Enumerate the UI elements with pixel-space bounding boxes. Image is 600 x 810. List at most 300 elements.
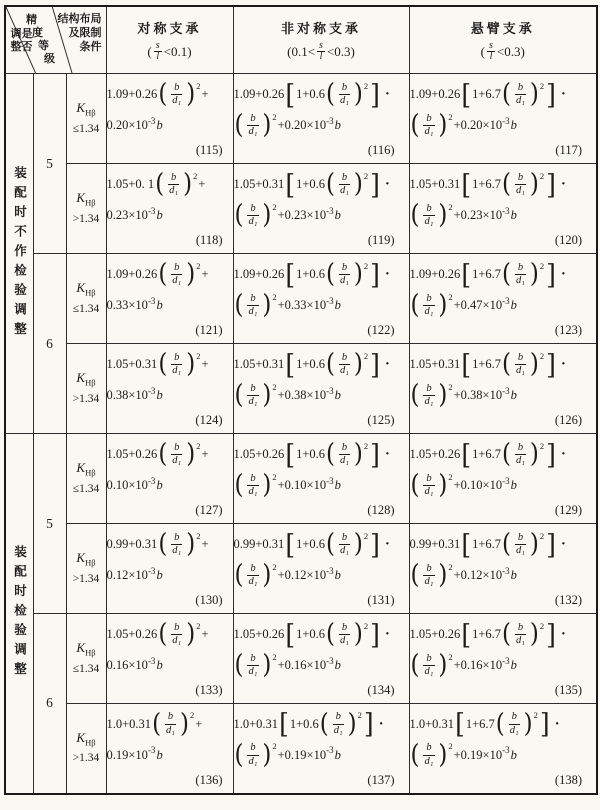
formula-text: 1.09+0.26 [233, 267, 285, 281]
formula-text: +0.33×10 [277, 298, 327, 312]
open-bracket: [ [285, 618, 296, 650]
formula-line [234, 650, 409, 681]
formula-text: + [201, 627, 209, 641]
formula-text: 1.05+0.26 [409, 447, 461, 461]
equation-number: (126) [554, 413, 582, 427]
open-bracket: [ [285, 348, 296, 380]
formula-text: <0.3) [326, 43, 355, 59]
formula-text: 1+6.7 [472, 537, 502, 551]
fraction: $\frac{b}{\text{d₁}}$ [172, 81, 182, 106]
equation-number: (120) [554, 233, 582, 247]
formula-cell-asymmetric [233, 524, 409, 614]
formula-cell-asymmetric [233, 434, 409, 524]
exponent: -3 [502, 115, 510, 126]
formula-text: + [201, 537, 209, 551]
k-factor-condition-cell [66, 704, 106, 794]
formula-cell-asymmetric [233, 344, 409, 434]
k-factor-symbol: K [76, 190, 86, 206]
col-header-cantilever-support [409, 6, 597, 74]
fraction: $\frac{b}{\text{d₁}}$ [340, 171, 349, 196]
formula-line [410, 169, 597, 200]
section-label-vertical: 装配时检验调整 [12, 545, 27, 682]
accuracy-grade-cell: 6 [33, 614, 66, 794]
fraction: $\frac{b}{\text{d₁}}$ [340, 261, 349, 286]
fraction: $\frac{b}{\text{d₁}}$ [516, 351, 525, 376]
formula-text: 1+0.6 [289, 716, 319, 731]
equation-number: (132) [554, 593, 582, 607]
formula-line [234, 290, 409, 321]
parenthesized-fraction: ( $\frac{b}{\text{d₁}}$ ) 2 [326, 439, 369, 470]
fraction: $\frac{b}{\text{d₁}}$ [248, 652, 258, 677]
formula-line [107, 470, 233, 501]
structure-condition-line: 结构布局 [57, 13, 102, 25]
formula-variable: b [510, 747, 517, 762]
formula-text: 1.09+0.26 [106, 267, 158, 281]
fraction: $\frac{b}{\text{d₁}}$ [333, 711, 343, 736]
col-title: 悬臂支承 [470, 21, 535, 36]
parenthesized-fraction: ( $\frac{b}{\text{d₁}}$ ) 2 [326, 79, 369, 110]
formula-variable: b [334, 478, 341, 492]
formula-variable: b [334, 208, 341, 222]
formula-variable: b [156, 388, 163, 402]
table-row [5, 704, 597, 794]
parenthesized-fraction: ( $\frac{b}{\text{d₁}}$ ) 2 [234, 740, 277, 770]
equation-number: (119) [367, 233, 395, 247]
open-bracket: [ [461, 258, 472, 290]
formula-text: 1+6.7 [472, 177, 502, 191]
fraction: $\frac{b}{\text{d₁}}$ [340, 621, 349, 646]
formula-line [410, 79, 597, 110]
parenthesized-fraction: ( $\frac{b}{\text{d₁}}$ ) 2 [234, 470, 277, 501]
support-formula-table [4, 5, 598, 795]
formula-line [410, 560, 597, 591]
formula-line [107, 529, 233, 560]
formula-text: +0.20×10 [453, 118, 503, 132]
formula-text: 0.16×10 [106, 658, 148, 672]
formula-line [234, 200, 409, 231]
fraction: $\frac{b}{\text{d₁}}$ [424, 382, 434, 407]
formula-line [107, 259, 233, 290]
formula-text: 0.99+0.31 [409, 537, 461, 551]
fraction: $\frac{b}{\text{d₁}}$ [424, 562, 434, 587]
formula-line [410, 619, 597, 650]
formula-text: ( [147, 43, 152, 59]
equation-number: (122) [367, 323, 395, 337]
col-condition [410, 41, 597, 62]
formula-variable: b [510, 208, 517, 222]
formula-cell-asymmetric [233, 614, 409, 704]
parenthesized-fraction: ( $\frac{b}{\text{d₁}}$ ) 2 [158, 79, 201, 110]
formula-variable: b [334, 568, 341, 582]
formula-line [410, 200, 597, 231]
formula-text: 1.05+0.26 [409, 627, 461, 641]
exponent: -3 [147, 565, 156, 576]
fraction: $\frac{b}{\text{d₁}}$ [516, 261, 525, 286]
formula-line [410, 439, 597, 470]
formula-text: 0.38×10 [106, 388, 148, 402]
formula-line [410, 470, 597, 501]
formula-block [410, 705, 597, 791]
fraction: $\frac{b}{\text{d₁}}$ [172, 261, 182, 286]
formula-block [410, 616, 597, 702]
open-bracket: [ [285, 438, 296, 470]
fraction: $\frac{b}{\text{d₁}}$ [424, 742, 434, 767]
multiplication-dot: · [384, 176, 390, 192]
k-factor-condition-cell [66, 74, 106, 164]
open-bracket: [ [285, 528, 296, 560]
parenthesized-fraction: ( $\frac{b}{\text{d₁}}$ ) 2 [410, 470, 453, 501]
formula-variable: b [334, 747, 341, 762]
parenthesized-fraction: ( $\frac{b}{\text{d₁}}$ ) 2 [158, 259, 201, 290]
parenthesized-fraction: ( $\frac{b}{\text{d₁}}$ ) 2 [326, 169, 369, 200]
exponent: -3 [147, 205, 156, 216]
equation-number: (130) [195, 593, 223, 607]
formula-text: 1+0.6 [296, 357, 326, 371]
open-bracket: [ [285, 78, 296, 110]
parenthesized-fraction: ( $\frac{b}{\text{d₁}}$ ) 2 [495, 709, 538, 739]
formula-variable: b [334, 658, 341, 672]
fraction: $\frac{b}{\text{d₁}}$ [248, 202, 258, 227]
close-bracket: ] [363, 707, 374, 740]
k-factor-subscript: Hβ [85, 737, 96, 748]
k-factor-condition-cell [66, 434, 106, 524]
formula-line [107, 290, 233, 321]
equation-number: (137) [367, 772, 395, 787]
formula-line [107, 439, 233, 470]
fraction: $\frac{s}{l}$ [319, 40, 323, 62]
parenthesized-fraction: ( $\frac{b}{\text{d₁}}$ ) 2 [410, 650, 453, 681]
formula-block [410, 166, 597, 252]
formula-block [234, 616, 409, 702]
equation-number: (133) [195, 683, 223, 697]
grade-diagonal-char: 精 [26, 14, 37, 26]
k-factor-symbol: K [76, 370, 86, 386]
k-factor-relation: ≤1.34 [72, 302, 100, 315]
formula-block [234, 705, 409, 791]
structure-condition-line: 条件 [79, 41, 102, 53]
k-factor-condition-cell [66, 524, 106, 614]
formula-text: 0.99+0.31 [106, 537, 158, 551]
multiplication-dot: · [560, 626, 566, 642]
formula-text: 0.10×10 [106, 478, 148, 492]
grade-diagonal-char: 级 [44, 53, 55, 65]
fraction: $\frac{b}{\text{d₁}}$ [424, 472, 434, 497]
parenthesized-fraction: ( $\frac{b}{\text{d₁}}$ ) 2 [410, 740, 453, 770]
formula-line [234, 439, 409, 470]
parenthesized-fraction: ( $\frac{b}{\text{d₁}}$ ) 2 [326, 259, 369, 290]
close-bracket: ] [546, 438, 556, 470]
section-label-cell [5, 434, 33, 794]
formula-text: +0.12×10 [453, 568, 503, 582]
parenthesized-fraction: ( $\frac{b}{\text{d₁}}$ ) 2 [234, 290, 277, 321]
formula-cell-cantilever [409, 524, 597, 614]
formula-cell-cantilever [409, 164, 597, 254]
formula-cell-symmetric [106, 704, 233, 794]
close-bracket: ] [546, 348, 556, 380]
equation-number: (134) [367, 683, 395, 697]
k-factor-condition-cell [66, 164, 106, 254]
formula-line [107, 709, 233, 740]
close-bracket: ] [546, 618, 556, 650]
formula-line [107, 110, 233, 141]
formula-cell-asymmetric [233, 704, 409, 794]
parenthesized-fraction: ( $\frac{b}{\text{d₁}}$ ) 2 [502, 79, 545, 110]
exponent: -3 [147, 295, 156, 306]
formula-text: 0.19×10 [106, 747, 148, 762]
table-row [5, 74, 597, 164]
formula-text: 0.23×10 [106, 208, 148, 222]
equation-number: (116) [367, 143, 395, 157]
formula-line [234, 709, 409, 740]
fraction: $\frac{b}{\text{d₁}}$ [172, 531, 182, 556]
formula-text: 1.05+0.31 [106, 357, 158, 371]
fraction: $\frac{b}{\text{d₁}}$ [340, 81, 349, 106]
formula-block [107, 256, 233, 342]
open-bracket: [ [461, 78, 472, 110]
accuracy-grade-cell: 5 [33, 74, 66, 254]
formula-text: 1.0+0.31 [106, 716, 152, 731]
formula-line [234, 79, 409, 110]
formula-text: 1.09+0.26 [106, 87, 158, 101]
corner-header-cell [5, 6, 106, 74]
formula-block [107, 705, 233, 791]
k-factor-condition-cell [66, 254, 106, 344]
k-factor-symbol: K [76, 550, 86, 566]
open-bracket: [ [455, 707, 465, 740]
grade-diagonal-char: 等 [38, 40, 49, 52]
k-factor-subscript: Hβ [85, 647, 96, 658]
formula-line [234, 169, 409, 200]
parenthesized-fraction: ( $\frac{b}{\text{d₁}}$ ) 2 [234, 560, 277, 591]
fraction: $\frac{b}{\text{d₁}}$ [516, 171, 525, 196]
parenthesized-fraction: ( $\frac{b}{\text{d₁}}$ ) 2 [326, 619, 369, 650]
formula-variable: b [510, 568, 517, 582]
fraction: $\frac{b}{\text{d₁}}$ [509, 711, 519, 736]
k-factor-symbol: K [76, 280, 86, 296]
exponent: -3 [147, 475, 156, 486]
formula-text: 1.05+0.26 [233, 627, 285, 641]
close-bracket: ] [370, 438, 380, 470]
formula-text: + [201, 447, 209, 461]
formula-text: 0.33×10 [106, 298, 148, 312]
parenthesized-fraction: ( $\frac{b}{\text{d₁}}$ ) 2 [410, 560, 453, 591]
formula-text: 1.05+0.31 [233, 177, 285, 191]
exponent: -3 [326, 475, 334, 486]
formula-line [234, 740, 409, 771]
parenthesized-fraction: ( $\frac{b}{\text{d₁}}$ ) 2 [410, 290, 453, 321]
formula-text: +0.16×10 [277, 658, 327, 672]
fraction: $\frac{s}{l}$ [489, 40, 493, 62]
formula-line [410, 740, 597, 771]
close-bracket: ] [370, 348, 380, 380]
formula-line [410, 650, 597, 681]
k-factor-condition-cell [66, 614, 106, 704]
formula-text: 1+0.6 [296, 177, 326, 191]
multiplication-dot: · [384, 86, 390, 102]
formula-block [234, 526, 409, 612]
close-bracket: ] [370, 528, 380, 560]
k-factor-relation: >1.34 [72, 212, 100, 225]
formula-cell-asymmetric [233, 254, 409, 344]
formula-text: +0.10×10 [277, 478, 327, 492]
k-factor-subscript: Hβ [85, 107, 96, 118]
k-factor-relation: ≤1.34 [72, 662, 100, 675]
parenthesized-fraction: ( $\frac{b}{\text{d₁}}$ ) 2 [410, 110, 453, 141]
exponent: -3 [326, 115, 334, 126]
formula-cell-cantilever [409, 704, 597, 794]
formula-text: (0.1< [287, 43, 316, 59]
formula-block [107, 526, 233, 612]
formula-line [234, 560, 409, 591]
formula-text: +0.23×10 [277, 208, 327, 222]
formula-block [107, 616, 233, 702]
formula-line [410, 709, 597, 740]
exponent: -3 [147, 655, 156, 666]
k-factor-relation: >1.34 [72, 572, 100, 585]
table-row [5, 524, 597, 614]
equation-number: (138) [554, 772, 582, 787]
parenthesized-fraction: ( $\frac{b}{\text{d₁}}$ ) 2 [410, 380, 453, 411]
formula-text: 1.09+0.26 [409, 87, 461, 101]
fraction: $\frac{b}{\text{d₁}}$ [172, 621, 182, 646]
formula-line [107, 380, 233, 411]
close-bracket: ] [546, 168, 556, 200]
exponent: -3 [147, 115, 156, 126]
exponent: -3 [502, 655, 510, 666]
formula-block [107, 346, 233, 432]
formula-line [107, 740, 233, 771]
formula-cell-symmetric [106, 434, 233, 524]
fraction: $\frac{b}{\text{d₁}}$ [340, 351, 349, 376]
k-factor-relation: ≤1.34 [72, 482, 100, 495]
parenthesized-fraction: ( $\frac{b}{\text{d₁}}$ ) 2 [234, 110, 277, 141]
open-bracket: [ [461, 438, 472, 470]
formula-cell-symmetric [106, 614, 233, 704]
formula-block [234, 346, 409, 432]
formula-block [410, 346, 597, 432]
open-bracket: [ [461, 348, 472, 380]
formula-line [107, 650, 233, 681]
exponent: -3 [502, 295, 510, 306]
formula-variable: b [334, 388, 341, 402]
k-factor-symbol: K [76, 730, 86, 746]
multiplication-dot: · [384, 536, 390, 552]
fraction: $\frac{s}{l}$ [155, 40, 160, 62]
parenthesized-fraction: ( $\frac{b}{\text{d₁}}$ ) 2 [158, 529, 201, 560]
formula-line [107, 349, 233, 380]
formula-variable: b [510, 298, 517, 312]
equation-number: (131) [367, 593, 395, 607]
parenthesized-fraction: ( $\frac{b}{\text{d₁}}$ ) 2 [155, 169, 198, 200]
parenthesized-fraction: ( $\frac{b}{\text{d₁}}$ ) 2 [502, 349, 545, 380]
formula-text: 0.12×10 [106, 568, 148, 582]
formula-text: 0.20×10 [106, 118, 148, 132]
formula-text: 1.0+0.31 [233, 716, 279, 731]
k-factor-subscript: Hβ [85, 557, 96, 568]
formula-variable: b [510, 478, 517, 492]
equation-number: (118) [195, 233, 223, 247]
formula-line [234, 380, 409, 411]
formula-variable: b [156, 568, 163, 582]
k-factor-relation: ≤1.34 [72, 122, 100, 135]
parenthesized-fraction: ( $\frac{b}{\text{d₁}}$ ) 2 [326, 529, 369, 560]
formula-text: 1+6.7 [472, 357, 502, 371]
equation-number: (125) [367, 413, 395, 427]
formula-line [234, 110, 409, 141]
open-bracket: [ [279, 707, 289, 740]
equation-number: (127) [195, 503, 223, 517]
col-title: 对称支承 [137, 21, 202, 36]
col-condition [107, 41, 233, 62]
parenthesized-fraction: ( $\frac{b}{\text{d₁}}$ ) 2 [502, 259, 545, 290]
formula-text: 1.09+0.26 [409, 267, 461, 281]
formula-variable: b [156, 208, 163, 222]
formula-block [410, 256, 597, 342]
formula-text: 1+6.7 [472, 447, 502, 461]
open-bracket: [ [285, 168, 296, 200]
formula-text: +0.20×10 [277, 118, 327, 132]
table-row [5, 344, 597, 434]
formula-block [107, 76, 233, 162]
formula-text: +0.19×10 [453, 747, 503, 762]
formula-block [410, 526, 597, 612]
structure-condition-header [58, 12, 102, 54]
formula-variable: b [156, 478, 163, 492]
parenthesized-fraction: ( $\frac{b}{\text{d₁}}$ ) 2 [319, 709, 362, 739]
formula-variable: b [156, 658, 163, 672]
formula-block [410, 76, 597, 162]
accuracy-grade-cell: 6 [33, 254, 66, 434]
adjust-row-header: 是否调整 [9, 27, 32, 53]
table-row [5, 164, 597, 254]
formula-text: 1+0.6 [296, 447, 326, 461]
formula-cell-asymmetric [233, 164, 409, 254]
formula-line [107, 619, 233, 650]
formula-text: 0.99+0.31 [233, 537, 285, 551]
structure-condition-line: 及限制 [68, 27, 102, 39]
parenthesized-fraction: ( $\frac{b}{\text{d₁}}$ ) 2 [326, 349, 369, 380]
multiplication-dot: · [560, 356, 566, 372]
multiplication-dot: · [560, 446, 566, 462]
formula-variable: b [510, 118, 517, 132]
formula-cell-cantilever [409, 74, 597, 164]
formula-text: 1.05+0.31 [409, 357, 461, 371]
formula-cell-symmetric [106, 254, 233, 344]
equation-number: (123) [554, 323, 582, 337]
fraction: $\frac{b}{\text{d₁}}$ [248, 292, 258, 317]
equation-number: (115) [195, 143, 223, 157]
formula-block [234, 76, 409, 162]
formula-text: +0.10×10 [453, 478, 503, 492]
formula-text: <0.1) [163, 43, 192, 59]
equation-number: (129) [554, 503, 582, 517]
parenthesized-fraction: ( $\frac{b}{\text{d₁}}$ ) 2 [158, 619, 201, 650]
close-bracket: ] [546, 258, 556, 290]
formula-text: + [201, 357, 209, 371]
parenthesized-fraction: ( $\frac{b}{\text{d₁}}$ ) 2 [502, 529, 545, 560]
fraction: $\frac{b}{\text{d₁}}$ [516, 531, 525, 556]
equation-number: (121) [195, 323, 223, 337]
close-bracket: ] [370, 618, 380, 650]
parenthesized-fraction: ( $\frac{b}{\text{d₁}}$ ) 2 [158, 349, 201, 380]
fraction: $\frac{b}{\text{d₁}}$ [172, 441, 182, 466]
formula-variable: b [334, 118, 341, 132]
formula-text: 1.05+0.31 [409, 177, 461, 191]
formula-text: 1.09+0.26 [233, 87, 285, 101]
formula-text: + [195, 716, 203, 731]
formula-line [234, 470, 409, 501]
formula-text: + [198, 177, 206, 191]
